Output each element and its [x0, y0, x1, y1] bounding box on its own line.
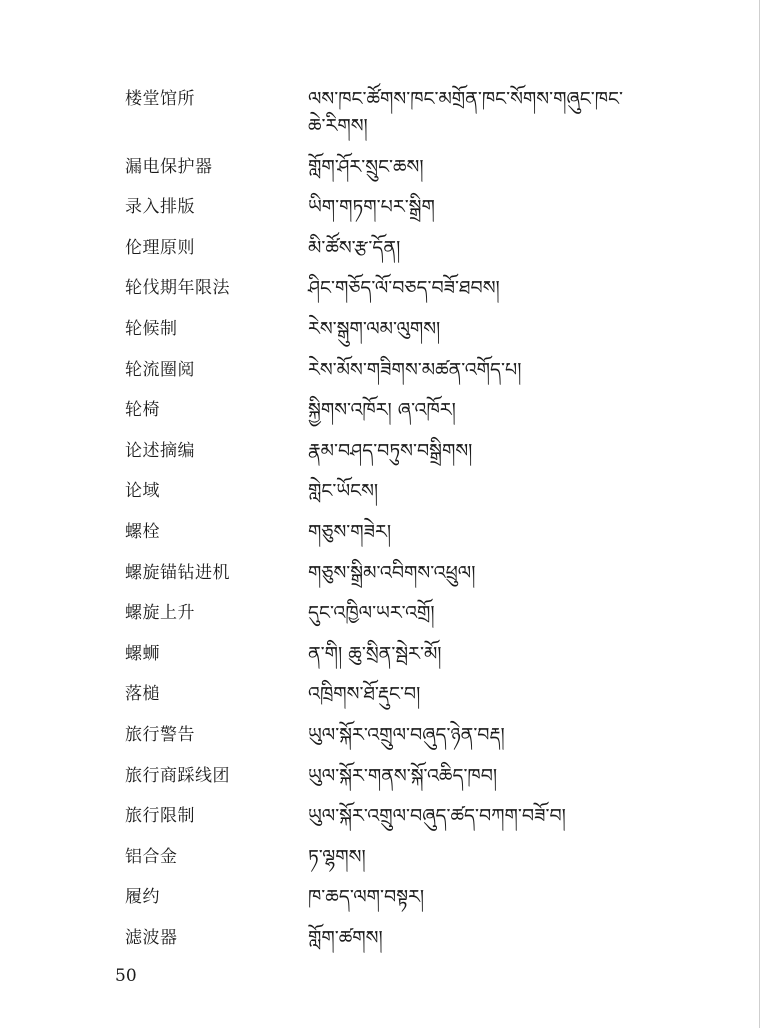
glossary-entry	[0, 316, 762, 343]
chinese-term: 滤波器	[125, 927, 178, 948]
tibetan-translation: ཁ་ཆད་ལག་བསྟར།	[308, 886, 425, 909]
tibetan-translation: རྣམ་བཤད་བཏུས་བསྒྲིགས།	[308, 439, 473, 462]
glossary-entry	[0, 194, 762, 221]
glossary-entry	[0, 397, 762, 424]
tibetan-translation: ལས་ཁང་ཚོགས་ཁང་མགྲོན་ཁང་སོགས་གཞུང་ཁང་ཆེ་རིགས།	[308, 88, 623, 137]
glossary-entry	[0, 478, 762, 505]
tibetan-translation: ན་གི། ཆུ་སྲིན་སྦེར་མོ།	[308, 642, 442, 665]
glossary-entry	[0, 560, 762, 587]
chinese-term: 螺旋上升	[125, 603, 195, 624]
tibetan-translation: ཤིང་གཅོད་ལོ་བཅད་བཟོ་ཐབས།	[308, 277, 500, 300]
chinese-term: 伦理原则	[125, 237, 195, 258]
glossary-entry	[0, 86, 762, 140]
chinese-term: 录入排版	[125, 197, 195, 218]
tibetan-translation: ཡིག་གཏག་པར་སྒྲིག	[308, 196, 435, 219]
glossary-entry	[0, 641, 762, 668]
chinese-term: 旅行商踩线团	[125, 765, 230, 786]
chinese-term: 楼堂馆所	[125, 89, 195, 109]
chinese-term: 轮椅	[125, 400, 160, 421]
tibetan-translation: ཏ་ལྷགས།	[308, 845, 366, 868]
tibetan-translation: སྐྱིགས་འཁོར། ཞ་འཁོར།	[308, 399, 456, 422]
chinese-term: 履约	[125, 887, 160, 908]
tibetan-translation: གློག་ཤོར་སྲུང་ཆས།	[308, 155, 424, 178]
glossary-entry	[0, 803, 762, 830]
chinese-term: 螺旋锚钻进机	[125, 562, 230, 583]
tibetan-translation: གཅུས་སྒྲིམ་འབིགས་འཕྲུལ།	[308, 561, 476, 584]
chinese-term: 轮流圈阅	[125, 359, 195, 380]
glossary-entry	[0, 275, 762, 302]
tibetan-translation: རེས་མོས་གཟིགས་མཚན་འགོད་པ།	[308, 358, 522, 381]
glossary-entry	[0, 844, 762, 871]
tibetan-translation: རེས་སྒུག་ལམ་ལུགས།	[308, 317, 441, 340]
glossary-entry	[0, 357, 762, 384]
chinese-term: 轮候制	[125, 318, 178, 339]
chinese-term: 旅行警告	[125, 724, 195, 745]
glossary-entry	[0, 438, 762, 465]
chinese-term: 螺蛳	[125, 643, 160, 664]
glossary-list	[0, 86, 762, 965]
tibetan-translation: ཡུལ་སྐོར་གནས་སྐོ་འཆིད་ཁབ།	[308, 764, 498, 787]
glossary-entry	[0, 925, 762, 952]
page-number: 50	[115, 966, 137, 986]
tibetan-translation: མི་ཚོས་རྩ་དོན།	[308, 236, 401, 259]
chinese-term: 轮伐期年限法	[125, 278, 230, 299]
tibetan-translation: ཡུལ་སྐོར་འགྲུལ་བཞུད་ཚད་བཀག་བཟོ་བ།	[308, 805, 566, 828]
tibetan-translation: གཅུས་གཟེར།	[308, 520, 392, 543]
chinese-term: 落槌	[125, 684, 160, 705]
tibetan-translation: འཁྲིགས་ཐོ་རྡུང་བ།	[308, 683, 421, 706]
chinese-term: 螺栓	[125, 521, 160, 542]
chinese-term: 论述摘编	[125, 440, 195, 461]
glossary-entry	[0, 722, 762, 749]
chinese-term: 漏电保护器	[125, 156, 213, 177]
chinese-term: 论域	[125, 481, 160, 502]
tibetan-translation: ཡུལ་སྐོར་འགྲུལ་བཞུད་ཉེན་བརྡ།	[308, 723, 505, 746]
glossary-entry	[0, 884, 762, 911]
tibetan-translation: གློག་ཚགས།	[308, 926, 383, 949]
glossary-entry	[0, 519, 762, 546]
chinese-term: 铝合金	[125, 846, 178, 867]
tibetan-translation: དུང་འཁྱིལ་ཡར་འགྲོ།	[308, 602, 435, 625]
glossary-entry	[0, 600, 762, 627]
glossary-entry	[0, 235, 762, 262]
glossary-entry	[0, 154, 762, 181]
glossary-entry	[0, 681, 762, 708]
glossary-entry	[0, 763, 762, 790]
tibetan-translation: གླེང་ཡོངས།	[308, 480, 379, 503]
chinese-term: 旅行限制	[125, 806, 195, 827]
